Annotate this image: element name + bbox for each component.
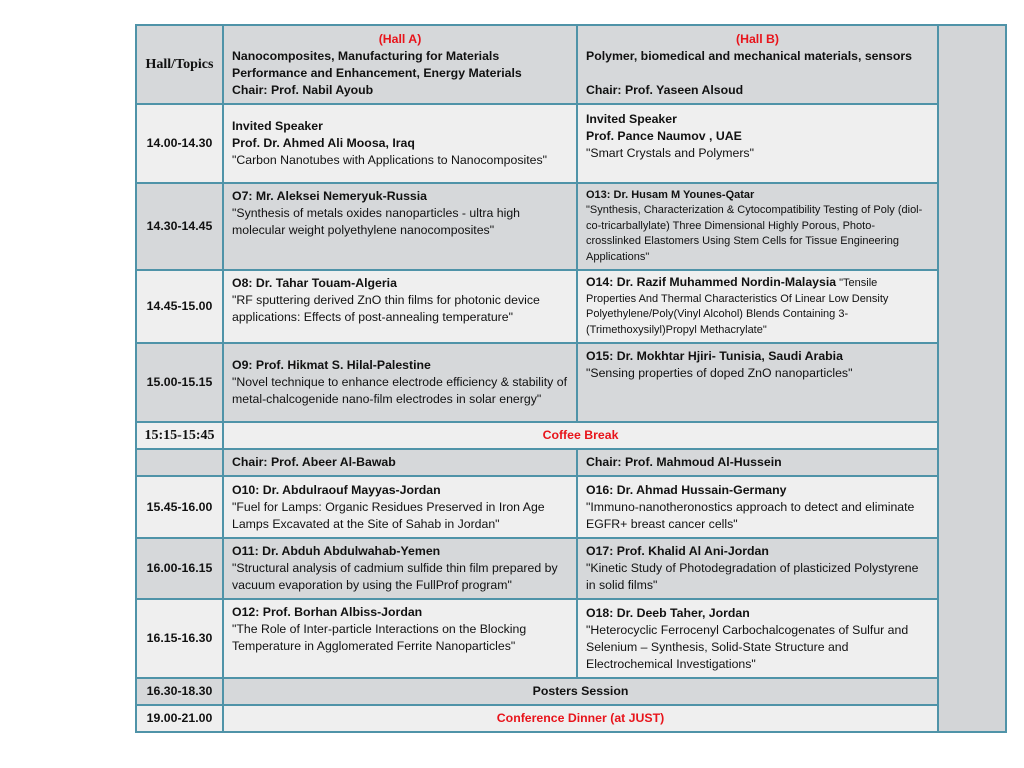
schedule-table <box>135 24 1007 733</box>
session-speaker: Prof. Pance Naumov , UAE <box>586 129 742 143</box>
session-talk: "Synthesis of metals oxides nanoparticles - ultra high molecular weight polyethylene nanocomposites" <box>232 206 521 237</box>
time-slot: 16.00-16.15 <box>136 538 223 599</box>
hall-b-chair: Chair: Prof. Yaseen Alsoud <box>586 82 744 97</box>
time-slot: 19.00-21.00 <box>136 705 223 732</box>
session-talk: "RF sputtering derived ZnO thin films for photonic device applications: Effects of post-annealing temperature" <box>232 293 540 324</box>
session-title: O12: Prof. Borhan Albiss-Jordan <box>232 605 423 619</box>
hall-topics-header: Hall/Topics <box>136 25 223 104</box>
session-cell <box>223 104 577 183</box>
session-cell <box>223 599 577 678</box>
chairs-row <box>136 449 1006 476</box>
time-slot: 15.00-15.15 <box>136 343 223 422</box>
session-talk: "Structural analysis of cadmium sulfide thin film prepared by vacuum evaporation by using the FullProf program" <box>232 561 558 592</box>
session-title: O13: Dr. Husam M Younes-Qatar <box>586 188 755 201</box>
session-talk: "Carbon Nanotubes with Applications to Nanocomposites" <box>232 153 547 167</box>
session-cell <box>223 183 577 270</box>
session-title: O14: Dr. Razif Muhammed Nordin-Malaysia <box>586 275 837 289</box>
session-title: O8: Dr. Tahar Touam-Algeria <box>232 276 397 290</box>
time-slot: 16.15-16.30 <box>136 599 223 678</box>
table-row <box>136 183 1006 270</box>
posters-label: Posters Session <box>223 678 938 705</box>
posters-row <box>136 678 1006 705</box>
session-talk: "Kinetic Study of Photodegradation of plasticized Polystyrene in solid films" <box>586 561 919 592</box>
session-cell <box>577 104 938 183</box>
session-speaker: Prof. Dr. Ahmed Ali Moosa, Iraq <box>232 136 415 150</box>
session-talk: "Synthesis, Characterization & Cytocompatibility Testing of Poly (diol-co-tricarballylate) Three Dimensional Highly Porous, Photo-crosslinked Elastomers Using Stem Cells for Tissue Engineering Applications" <box>586 204 923 263</box>
session-talk: "Novel technique to enhance electrode efficiency & stability of metal-chalcogenide nano-film electrodes in solar energy" <box>232 375 567 406</box>
time-slot: 16.30-18.30 <box>136 678 223 705</box>
session-title: O15: Dr. Mokhtar Hjiri- Tunisia, Saudi Arabia <box>586 349 843 363</box>
coffee-break-label: Coffee Break <box>223 422 938 449</box>
hall-a-chair: Chair: Prof. Nabil Ayoub <box>232 82 374 97</box>
table-row <box>136 104 1006 183</box>
session-cell <box>577 476 938 538</box>
table-row <box>136 270 1006 343</box>
session-title: O18: Dr. Deeb Taher, Jordan <box>586 605 750 620</box>
session-cell <box>577 343 938 422</box>
hall-b-label: (Hall B) <box>735 31 780 46</box>
session-title: Invited Speaker <box>586 112 677 126</box>
time-slot: 14.00-14.30 <box>136 104 223 183</box>
session-title: Invited Speaker <box>232 119 323 133</box>
hall-b-header <box>577 25 938 104</box>
session-title: O10: Dr. Abdulraouf Mayyas-Jordan <box>232 482 441 497</box>
session-cell <box>577 538 938 599</box>
session-talk: "Heterocyclic Ferrocenyl Carbochalcogenates of Sulfur and Selenium – Synthesis, Solid-State Structure and Electrochemical Investigations" <box>586 622 909 671</box>
time-slot: 15.45-16.00 <box>136 476 223 538</box>
session-title: O16: Dr. Ahmad Hussain-Germany <box>586 482 787 497</box>
hall-b-topics: Polymer, biomedical and mechanical materials, sensors <box>586 48 913 63</box>
session-cell <box>577 270 938 343</box>
session-title: O7: Mr. Aleksei Nemeryuk-Russia <box>232 189 428 203</box>
header-row <box>136 25 1006 104</box>
time-slot: 14.30-14.45 <box>136 183 223 270</box>
session-talk: "The Role of Inter-particle Interactions on the Blocking Temperature in Agglomerated Ferrite Nanoparticles" <box>232 622 527 653</box>
session-cell <box>577 599 938 678</box>
session-cell <box>223 476 577 538</box>
session-talk: "Fuel for Lamps: Organic Residues Preserved in Iron Age Lamps Excavated at the Site of Sahab in Jordan" <box>232 499 545 531</box>
session-cell <box>223 343 577 422</box>
time-slot: 15:15-15:45 <box>136 422 223 449</box>
hall-a-header <box>223 25 577 104</box>
side-column <box>938 25 1006 732</box>
hall-b-chair: Chair: Prof. Mahmoud Al-Hussein <box>577 449 938 476</box>
session-title: O11: Dr. Abduh Abdulwahab-Yemen <box>232 544 441 558</box>
empty-cell <box>136 449 223 476</box>
hall-a-label: (Hall A) <box>378 31 422 46</box>
table-row <box>136 343 1006 422</box>
time-slot: 14.45-15.00 <box>136 270 223 343</box>
session-cell <box>577 183 938 270</box>
session-cell <box>223 538 577 599</box>
table-row <box>136 599 1006 678</box>
hall-a-topics: Nanocomposites, Manufacturing for Materials Performance and Enhancement, Energy Materials <box>232 48 522 80</box>
session-talk: "Smart Crystals and Polymers" <box>586 146 754 160</box>
hall-a-chair: Chair: Prof. Abeer Al-Bawab <box>223 449 577 476</box>
session-talk: "Tensile Properties And Thermal Characteristics Of Linear Low Density Polyethylene/Poly(Vinyl Alcohol) Blends Containing 3-(Trimethoxysilyl)Propyl Methacrylate" <box>586 277 889 336</box>
session-cell <box>223 270 577 343</box>
spacer <box>586 65 929 82</box>
table-row <box>136 476 1006 538</box>
dinner-label: Conference Dinner (at JUST) <box>223 705 938 732</box>
table-row <box>136 538 1006 599</box>
session-talk: "Immuno-nanotheronostics approach to detect and eliminate EGFR+ breast cancer cells" <box>586 499 915 531</box>
session-talk: "Sensing properties of doped ZnO nanoparticles" <box>586 366 853 380</box>
dinner-row <box>136 705 1006 732</box>
session-title: O9: Prof. Hikmat S. Hilal-Palestine <box>232 358 431 372</box>
session-title: O17: Prof. Khalid Al Ani-Jordan <box>586 544 769 558</box>
coffee-break-row <box>136 422 1006 449</box>
